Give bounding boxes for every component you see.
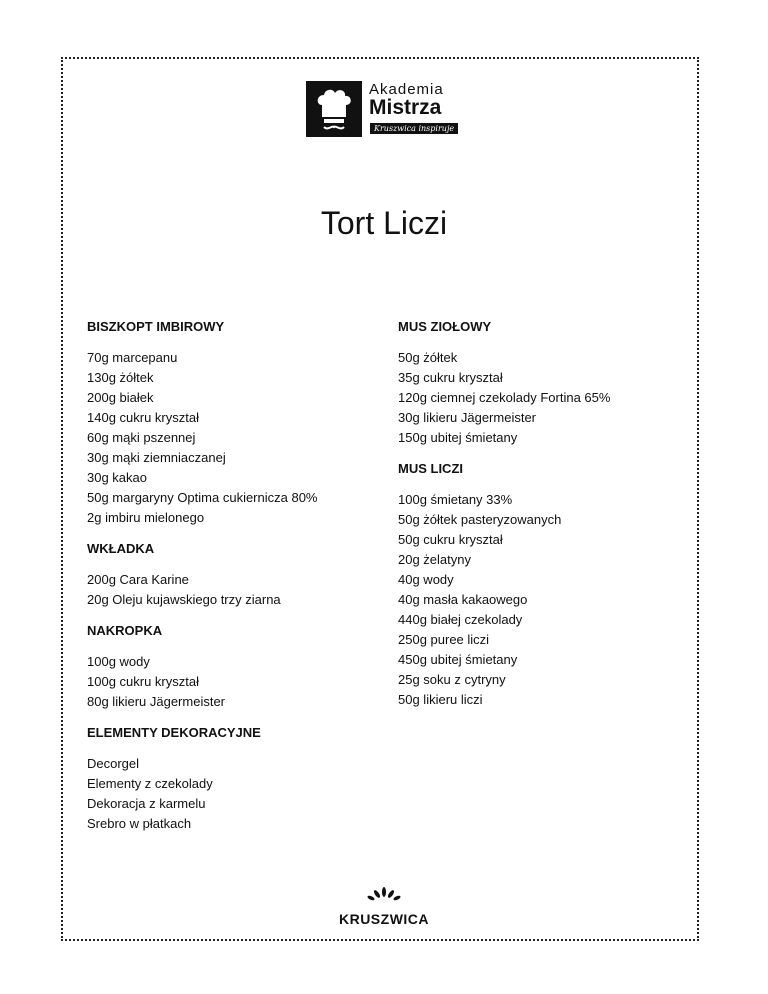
akademia-mistrza-logo [306, 81, 456, 137]
recipe-section [87, 622, 387, 712]
section-heading: WKŁADKA [87, 541, 155, 556]
logo-line-1: Akademia [369, 81, 444, 98]
ingredient-item: Decorgel [87, 756, 140, 771]
logo-line-2: Mistrza [369, 96, 442, 119]
section-heading: MUS LICZI [398, 461, 463, 476]
logo-tagline: Kruszwica inspiruje [370, 123, 458, 134]
ingredient-item: 2g imbiru mielonego [87, 510, 205, 525]
section-heading: MUS ZIOŁOWY [398, 319, 492, 334]
section-heading: NAKROPKA [87, 623, 163, 638]
ingredient-item: 440g białej czekolady [398, 612, 523, 627]
ingredient-item: 100g cukru kryształ [87, 674, 199, 689]
ingredient-item: 150g ubitej śmietany [398, 430, 518, 445]
ingredient-item: 30g mąki ziemniaczanej [87, 450, 226, 465]
kruszwica-logo [0, 886, 768, 927]
recipe-section [398, 318, 698, 448]
recipe-section [87, 540, 387, 610]
ingredient-list [398, 348, 698, 448]
recipe-section [398, 460, 698, 710]
ingredient-item: 50g likieru liczi [398, 692, 483, 707]
ingredient-item: 120g ciemnej czekolady Fortina 65% [398, 390, 611, 405]
ingredient-item: 50g żółtek pasteryzowanych [398, 512, 562, 527]
ingredient-item: 80g likieru Jägermeister [87, 694, 226, 709]
ingredient-item: 200g białek [87, 390, 154, 405]
ingredient-item: 100g wody [87, 654, 150, 669]
recipe-section [87, 724, 387, 834]
ingredient-list [87, 348, 387, 528]
ingredient-item: 130g żółtek [87, 370, 154, 385]
ingredient-list [87, 570, 387, 610]
ingredient-item: 35g cukru kryształ [398, 370, 503, 385]
ingredient-item: 30g likieru Jägermeister [398, 410, 537, 425]
flower-icon [366, 886, 402, 904]
chef-hat-icon [306, 81, 362, 137]
ingredient-item: Srebro w płatkach [87, 816, 192, 831]
ingredient-item: 30g kakao [87, 470, 147, 485]
ingredient-item: 100g śmietany 33% [398, 492, 513, 507]
ingredient-item: 450g ubitej śmietany [398, 652, 518, 667]
ingredient-list [398, 490, 698, 710]
recipe-section [87, 318, 387, 528]
ingredient-item: 50g cukru kryształ [398, 532, 503, 547]
ingredient-item: 60g mąki pszennej [87, 430, 196, 445]
ingredient-item: Elementy z czekolady [87, 776, 213, 791]
ingredient-item: 20g żelatyny [398, 552, 471, 567]
right-column [398, 318, 698, 722]
ingredient-item: 70g marcepanu [87, 350, 178, 365]
left-column [87, 318, 387, 846]
ingredient-item: Dekoracja z karmelu [87, 796, 206, 811]
ingredient-item: 20g Oleju kujawskiego trzy ziarna [87, 592, 281, 607]
footer-brand: KRUSZWICA [338, 911, 430, 927]
ingredient-item: 140g cukru kryształ [87, 410, 199, 425]
ingredient-list [87, 652, 387, 712]
ingredient-item: 50g żółtek [398, 350, 458, 365]
ingredient-item: 50g margaryny Optima cukiernicza 80% [87, 490, 318, 505]
ingredient-item: 40g masła kakaowego [398, 592, 528, 607]
ingredient-item: 40g wody [398, 572, 454, 587]
page-title: Tort Liczi [320, 205, 448, 241]
ingredient-list [87, 754, 387, 834]
section-heading: BISZKOPT IMBIROWY [87, 319, 225, 334]
ingredient-item: 250g puree liczi [398, 632, 490, 647]
ingredient-item: 25g soku z cytryny [398, 672, 506, 687]
section-heading: ELEMENTY DEKORACYJNE [87, 725, 261, 740]
ingredient-item: 200g Cara Karine [87, 572, 189, 587]
